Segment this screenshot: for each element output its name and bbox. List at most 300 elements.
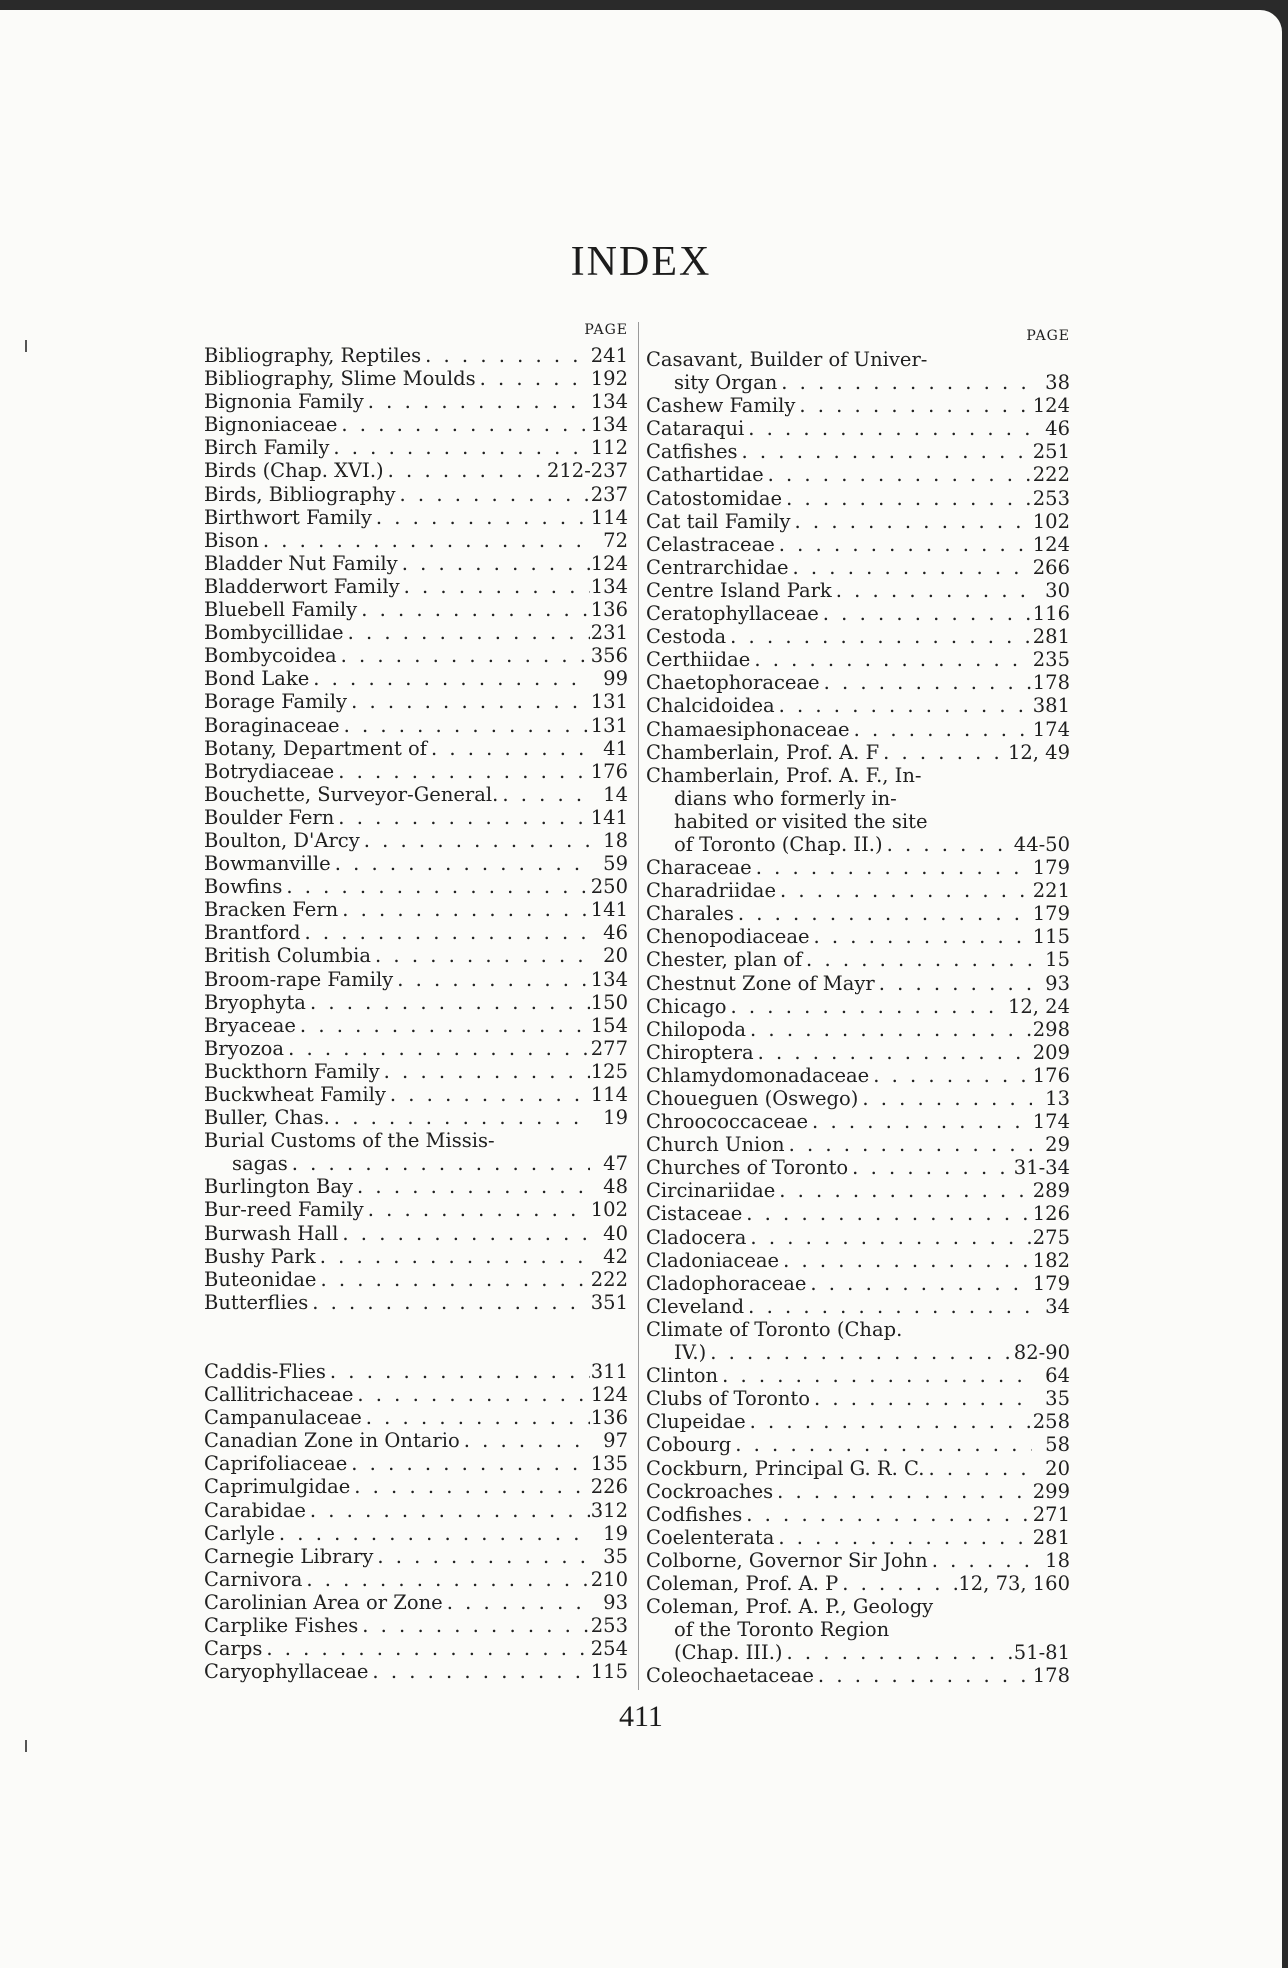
entry-page: 31-34 xyxy=(1013,1156,1070,1180)
entry-term: Boulder Fern xyxy=(204,805,335,829)
entry-page: 251 xyxy=(1032,440,1070,464)
dot-leader xyxy=(773,1480,1032,1503)
index-entry xyxy=(646,602,1070,625)
entry-page: 29 xyxy=(1045,1133,1070,1157)
dot-leader xyxy=(331,852,590,875)
entry-term: Clupeidae xyxy=(646,1410,746,1434)
dot-leader xyxy=(460,1429,590,1452)
dot-leader xyxy=(783,1641,1014,1664)
entry-term: Characeae xyxy=(646,856,752,880)
index-entry xyxy=(204,991,628,1014)
index-entry xyxy=(646,1249,1070,1272)
entry-term: Chamberlain, Prof. A. F xyxy=(646,740,880,764)
page-number: 411 xyxy=(619,1700,663,1733)
entry-page: 124 xyxy=(590,551,628,575)
dot-leader xyxy=(347,690,590,713)
dot-leader xyxy=(789,556,1033,579)
dot-leader xyxy=(476,367,590,390)
entry-term: Cleveland xyxy=(646,1294,745,1318)
entry-term: Carnivora xyxy=(204,1567,303,1591)
entry-term: Buteonidae xyxy=(204,1267,317,1291)
index-entry xyxy=(646,833,1070,856)
index-entry xyxy=(646,1087,1070,1110)
entry-page: 271 xyxy=(1032,1502,1070,1526)
column-divider xyxy=(638,322,639,1690)
entry-term: Carplike Fishes xyxy=(204,1613,359,1637)
index-entry xyxy=(204,1060,628,1083)
entry-page: 18 xyxy=(1045,1548,1070,1572)
index-entry xyxy=(204,714,628,737)
index-entry xyxy=(204,1198,628,1221)
entry-term: Bowmanville xyxy=(204,852,331,876)
entry-term: Bison xyxy=(204,528,259,552)
index-entry xyxy=(204,436,628,459)
entry-page: 312 xyxy=(590,1498,628,1522)
entry-term: Cestoda xyxy=(646,625,727,649)
entry-page: 381 xyxy=(1032,694,1070,718)
dot-leader xyxy=(742,1202,1032,1225)
entry-page: 125 xyxy=(590,1059,628,1083)
index-entry xyxy=(204,1383,628,1406)
index-column-right xyxy=(646,328,1070,1687)
index-entry xyxy=(646,487,1070,510)
index-entry xyxy=(204,944,628,967)
entry-page: 99 xyxy=(603,667,628,691)
entry-page: 281 xyxy=(1032,1525,1070,1549)
index-entry xyxy=(646,1664,1070,1687)
entry-term: Buckthorn Family xyxy=(204,1059,380,1083)
entry-page: 126 xyxy=(1032,1202,1070,1226)
entry-term: Centrarchidae xyxy=(646,555,789,579)
dot-leader xyxy=(742,1503,1032,1526)
index-entry xyxy=(204,829,628,852)
index-entry xyxy=(204,1452,628,1475)
dot-leader xyxy=(338,1222,590,1245)
dot-leader xyxy=(259,529,590,552)
entry-term: Charadriidae xyxy=(646,879,776,903)
index-entry xyxy=(204,1106,628,1129)
dot-leader xyxy=(924,1457,1032,1480)
dot-leader xyxy=(353,1175,590,1198)
entry-term: Bryophyta xyxy=(204,990,306,1014)
entry-page: 19 xyxy=(603,1521,628,1545)
dot-leader xyxy=(746,1018,1032,1041)
dot-leader xyxy=(337,413,590,436)
entry-page: 253 xyxy=(590,1613,628,1637)
entry-page: 241 xyxy=(590,344,628,367)
entry-page: 221 xyxy=(1032,879,1070,903)
index-entry xyxy=(204,1522,628,1545)
entry-page: 40 xyxy=(603,1221,628,1245)
dot-leader xyxy=(384,459,547,482)
dot-leader xyxy=(752,856,1032,879)
entry-page: 134 xyxy=(590,390,628,414)
dot-leader xyxy=(819,602,1032,625)
dot-leader xyxy=(309,667,590,690)
entry-term: Cat tail Family xyxy=(646,509,791,533)
entry-page: 237 xyxy=(590,482,628,506)
index-entry xyxy=(646,1064,1070,1087)
entry-page: 277 xyxy=(590,1036,628,1060)
dot-leader xyxy=(284,1037,590,1060)
entry-term: Bignonia Family xyxy=(204,390,364,414)
entry-page: 179 xyxy=(1032,856,1070,880)
entry-term: Carlyle xyxy=(204,1521,275,1545)
entry-page: 258 xyxy=(1032,1410,1070,1434)
dot-leader xyxy=(358,1614,590,1637)
entry-page: 14 xyxy=(603,782,628,806)
entry-term: Coleman, Prof. A. P xyxy=(646,1571,839,1595)
index-entry xyxy=(646,1387,1070,1410)
entry-term: Buller, Chas. xyxy=(204,1106,330,1130)
entry-term: Birch Family xyxy=(204,436,330,460)
index-entry xyxy=(204,921,628,944)
dot-leader xyxy=(875,972,1032,995)
index-entry xyxy=(204,760,628,783)
entry-page: 235 xyxy=(1032,648,1070,672)
entry-term: Buckwheat Family xyxy=(204,1083,386,1106)
dot-leader xyxy=(326,1360,590,1383)
entry-page: 44-50 xyxy=(1013,832,1070,856)
index-entry xyxy=(204,344,628,367)
entry-term: Cashew Family xyxy=(646,394,796,418)
entry-term: Cistaceae xyxy=(646,1202,743,1226)
entry-term: Bushy Park xyxy=(204,1244,316,1268)
dot-leader xyxy=(810,925,1032,948)
entry-term: Coelenterata xyxy=(646,1525,775,1549)
dot-leader xyxy=(777,371,1032,394)
dot-leader xyxy=(820,671,1032,694)
entry-term: Certhiidae xyxy=(646,648,751,672)
index-entry xyxy=(646,533,1070,556)
index-entry xyxy=(646,1041,1070,1064)
entry-term: Coleman, Prof. A. P., Geology xyxy=(646,1595,934,1619)
dot-leader xyxy=(775,1179,1032,1202)
entry-term: Bond Lake xyxy=(204,667,310,691)
dot-leader xyxy=(386,1083,590,1106)
index-entry xyxy=(646,1480,1070,1503)
entry-term: Chester, plan of xyxy=(646,948,803,972)
dot-leader xyxy=(706,1341,1014,1364)
entry-page: 59 xyxy=(603,852,628,876)
index-entry xyxy=(204,1245,628,1268)
entry-page: 299 xyxy=(1032,1479,1070,1503)
entry-page: 176 xyxy=(590,759,628,783)
dot-leader xyxy=(296,1014,590,1037)
index-entry xyxy=(204,667,628,690)
entry-term: Butterflies xyxy=(204,1290,309,1314)
entry-page: 131 xyxy=(590,690,628,714)
entry-page: 150 xyxy=(590,990,628,1014)
dot-leader xyxy=(814,1664,1032,1687)
index-entry xyxy=(646,1295,1070,1318)
entry-term: habited or visited the site xyxy=(674,809,928,833)
entry-term: Campanulaceae xyxy=(204,1406,362,1430)
dot-leader xyxy=(329,436,590,459)
index-entry xyxy=(646,1457,1070,1480)
index-entry xyxy=(204,1083,628,1106)
index-entry xyxy=(204,390,628,413)
index-entry xyxy=(204,783,628,806)
entry-page: 192 xyxy=(590,367,628,391)
entry-term: Bignoniaceae xyxy=(204,413,338,437)
entry-page: 12, 49 xyxy=(1007,740,1070,764)
entry-term: Chlamydomonadaceae xyxy=(646,1063,870,1087)
index-entry xyxy=(204,1037,628,1060)
entry-page: 46 xyxy=(1045,417,1070,441)
index-entry xyxy=(646,625,1070,648)
index-entry xyxy=(646,579,1070,602)
index-entry xyxy=(204,1360,628,1383)
entry-page: 124 xyxy=(590,1383,628,1407)
entry-term: Borage Family xyxy=(204,690,348,714)
dot-leader xyxy=(347,1452,590,1475)
index-entry xyxy=(646,1641,1070,1664)
entry-term: Bouchette, Surveyor-General. xyxy=(204,782,499,806)
index-entry xyxy=(204,529,628,552)
entry-term: Chiroptera xyxy=(646,1040,754,1064)
entry-term: Colborne, Governor Sir John xyxy=(646,1548,928,1572)
entry-page: 12, 73, 160 xyxy=(958,1571,1070,1595)
index-entry xyxy=(204,367,628,390)
entry-page: 35 xyxy=(603,1544,628,1568)
dot-leader xyxy=(750,648,1032,671)
entry-page: 212-237 xyxy=(546,459,628,483)
entry-page: 209 xyxy=(1032,1040,1070,1064)
index-entry xyxy=(646,510,1070,533)
entry-page: 254 xyxy=(590,1637,628,1661)
entry-page: 154 xyxy=(590,1013,628,1037)
dot-leader xyxy=(879,741,1008,764)
index-entry xyxy=(204,644,628,667)
entry-term: Chestnut Zone of Mayr xyxy=(646,971,875,995)
index-entry xyxy=(204,898,628,921)
entry-term: Bur-reed Family xyxy=(204,1198,364,1222)
entry-term: Cobourg xyxy=(646,1433,732,1457)
index-title: INDEX xyxy=(570,239,712,285)
entry-page: 210 xyxy=(590,1567,628,1591)
dot-leader xyxy=(393,968,590,991)
index-entry xyxy=(204,1545,628,1568)
entry-term: Birthwort Family xyxy=(204,505,372,529)
entry-term: Centre Island Park xyxy=(646,578,832,602)
index-entry xyxy=(646,741,1070,764)
index-entry xyxy=(646,856,1070,879)
index-entry xyxy=(646,1572,1070,1595)
entry-term: Celastraceae xyxy=(646,532,775,556)
entry-term: Climate of Toronto (Chap. xyxy=(646,1317,903,1341)
index-entry xyxy=(646,1410,1070,1433)
dot-leader xyxy=(754,1041,1032,1064)
entry-page: 250 xyxy=(590,875,628,899)
entry-page: 114 xyxy=(590,505,628,529)
index-entry xyxy=(646,1618,1070,1641)
index-entry xyxy=(646,671,1070,694)
index-entry xyxy=(646,1133,1070,1156)
index-entry xyxy=(204,1291,628,1314)
index-entry xyxy=(646,902,1070,925)
dot-leader xyxy=(275,1522,590,1545)
dot-leader xyxy=(396,483,590,506)
entry-page: 124 xyxy=(1032,532,1070,556)
index-entry xyxy=(646,1364,1070,1387)
index-entry xyxy=(646,1018,1070,1041)
dot-leader xyxy=(357,598,590,621)
entry-page: 30 xyxy=(1045,578,1070,602)
dot-leader xyxy=(427,737,590,760)
index-entry xyxy=(204,1129,628,1152)
dot-leader xyxy=(734,902,1032,925)
dot-leader xyxy=(858,1087,1032,1110)
index-entry xyxy=(646,1179,1070,1202)
entry-page: 51-81 xyxy=(1013,1641,1070,1665)
index-entry xyxy=(204,1268,628,1291)
entry-term: Bladderwort Family xyxy=(204,574,400,598)
index-entry xyxy=(204,1660,628,1683)
index-entry xyxy=(204,1406,628,1429)
index-entry xyxy=(646,348,1070,371)
index-entry xyxy=(646,879,1070,902)
entry-page: 19 xyxy=(603,1106,628,1130)
entry-page: 97 xyxy=(603,1429,628,1453)
dot-leader xyxy=(340,714,590,737)
entry-term: Bracken Fern xyxy=(204,898,339,922)
entry-term: Chaetophoraceae xyxy=(646,671,820,695)
entry-page: 135 xyxy=(590,1452,628,1476)
dot-leader xyxy=(776,879,1032,902)
entry-page: 311 xyxy=(590,1359,628,1383)
entry-page: 18 xyxy=(603,828,628,852)
entry-term: Cathartidae xyxy=(646,463,764,487)
index-entry xyxy=(646,810,1070,833)
entry-page: 134 xyxy=(590,413,628,437)
index-entry xyxy=(204,1591,628,1614)
dot-leader xyxy=(353,1383,590,1406)
entry-page: 58 xyxy=(1045,1433,1070,1457)
index-entry xyxy=(646,925,1070,948)
entry-page: 231 xyxy=(590,621,628,645)
index-entry xyxy=(646,440,1070,463)
dot-leader xyxy=(372,506,590,529)
dot-leader xyxy=(718,1364,1032,1387)
entry-page: 48 xyxy=(603,1175,628,1199)
index-entry xyxy=(646,995,1070,1018)
entry-term: Bibliography, Reptiles xyxy=(204,344,422,367)
entry-term: Choueguen (Oswego) xyxy=(646,1087,859,1110)
index-entry xyxy=(204,1637,628,1660)
entry-term: Carnegie Library xyxy=(204,1544,374,1568)
entry-term: Brantford xyxy=(204,921,301,945)
dot-leader xyxy=(498,783,590,806)
entry-term: (Chap. III.) xyxy=(674,1641,783,1665)
dot-leader xyxy=(727,995,1008,1018)
entry-term: Bladder Nut Family xyxy=(204,551,398,575)
entry-term: Bombycillidae xyxy=(204,621,344,645)
entry-page: 141 xyxy=(590,898,628,922)
index-entry xyxy=(204,1614,628,1637)
entry-page: 222 xyxy=(1032,463,1070,487)
dot-leader xyxy=(338,898,590,921)
dot-leader xyxy=(398,552,590,575)
index-entry xyxy=(646,1549,1070,1572)
dot-leader xyxy=(791,510,1032,533)
dot-leader xyxy=(848,1156,1014,1179)
entry-page: 178 xyxy=(1032,1664,1070,1688)
entry-page: 46 xyxy=(603,921,628,945)
entry-term: Bowfins xyxy=(204,875,283,899)
entry-term: Burial Customs of the Missis- xyxy=(204,1129,495,1153)
entry-term: Clinton xyxy=(646,1364,719,1388)
entry-term: sagas xyxy=(232,1152,288,1176)
entry-page: 179 xyxy=(1032,1271,1070,1295)
index-entry xyxy=(646,1595,1070,1618)
entry-page: 298 xyxy=(1032,1017,1070,1041)
entry-page: 182 xyxy=(1032,1248,1070,1272)
dot-leader xyxy=(288,1152,590,1175)
index-entry xyxy=(646,463,1070,486)
index-entry xyxy=(204,575,628,598)
entry-term: Catostomidae xyxy=(646,486,783,510)
index-entry xyxy=(204,1568,628,1591)
entry-term: IV.) xyxy=(674,1341,707,1365)
entry-term: Coleochaetaceae xyxy=(646,1664,814,1688)
entry-term: Botrydiaceae xyxy=(204,759,335,783)
index-entry xyxy=(204,459,628,482)
dot-leader xyxy=(368,1660,590,1683)
entry-page: 102 xyxy=(590,1198,628,1222)
entry-page: 72 xyxy=(603,528,628,552)
dot-leader xyxy=(928,1549,1032,1572)
dot-leader xyxy=(337,644,590,667)
dot-leader xyxy=(400,575,590,598)
entry-page: 124 xyxy=(1032,394,1070,418)
entry-term: Bryozoa xyxy=(204,1036,285,1060)
entry-term: Caprifoliaceae xyxy=(204,1452,348,1476)
dot-leader xyxy=(262,1637,590,1660)
index-entry xyxy=(646,718,1070,741)
dot-leader xyxy=(344,621,590,644)
index-entry xyxy=(646,394,1070,417)
entry-page: 20 xyxy=(1045,1456,1070,1480)
dot-leader xyxy=(302,1568,590,1591)
entry-page: 141 xyxy=(590,805,628,829)
dot-leader xyxy=(282,875,590,898)
entry-page: 226 xyxy=(590,1475,628,1499)
entry-term: Chalcidoidea xyxy=(646,694,775,718)
entry-term: Cladophoraceae xyxy=(646,1271,807,1295)
index-entry xyxy=(204,968,628,991)
page-column-heading: PAGE xyxy=(1026,328,1070,344)
index-entry xyxy=(204,1475,628,1498)
dot-leader xyxy=(726,625,1032,648)
index-entry xyxy=(204,483,628,506)
dot-leader xyxy=(832,579,1032,602)
entry-term: Church Union xyxy=(646,1133,785,1157)
dot-leader xyxy=(810,1387,1032,1410)
entry-term: Chroococcaceae xyxy=(646,1110,809,1134)
entry-page: 178 xyxy=(1032,671,1070,695)
dot-leader xyxy=(744,417,1032,440)
dot-leader xyxy=(731,1433,1032,1456)
entry-term: of the Toronto Region xyxy=(674,1618,890,1642)
entry-term: Boulton, D'Arcy xyxy=(204,828,360,852)
entry-term: Caprimulgidae xyxy=(204,1475,351,1499)
entry-term: Cladoniaceae xyxy=(646,1248,780,1272)
entry-page: 112 xyxy=(590,436,628,460)
index-entry xyxy=(646,1272,1070,1295)
entry-term: Ceratophyllaceae xyxy=(646,602,819,626)
entry-page: 15 xyxy=(1045,948,1070,972)
